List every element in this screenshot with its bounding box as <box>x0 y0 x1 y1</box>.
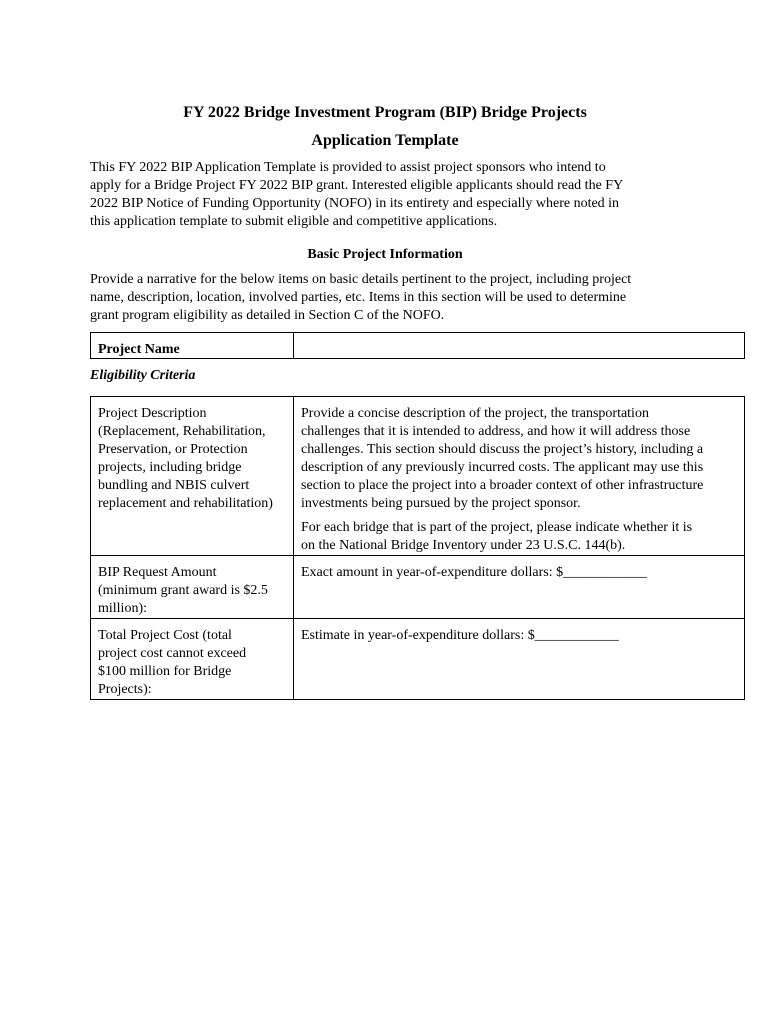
intro-line: This FY 2022 BIP Application Template is provided to assist project sponsors who intend to <box>90 160 606 175</box>
document-subtitle: Application Template <box>311 132 459 149</box>
bip-request-label-cell <box>91 556 294 619</box>
bip-request-value-cell[interactable] <box>294 556 745 619</box>
project-name-label-cell <box>91 333 294 359</box>
total-cost-value-cell[interactable] <box>294 619 745 700</box>
intro-line: this application template to submit eligible and competitive applications. <box>90 214 498 229</box>
table-row <box>91 333 745 359</box>
document-title: FY 2022 Bridge Investment Program (BIP) Bridge Projects <box>183 104 587 121</box>
row-label-line: project cost cannot exceed <box>98 646 247 661</box>
basic-info-line: name, description, location, involved parties, etc. Items in this section will be used to determine <box>90 290 627 305</box>
row-value-line: challenges. This section should discuss the project’s history, including a <box>301 442 704 457</box>
row-label-line: $100 million for Bridge <box>98 664 232 679</box>
project-name-value-cell[interactable] <box>294 333 745 359</box>
row-value-line: investments being pursued by the project sponsor. <box>301 496 581 511</box>
eligibility-heading: Eligibility Criteria <box>90 368 196 383</box>
row-value-line: Exact amount in year-of-expenditure dollars: $____________ <box>301 565 648 580</box>
row-value-line: For each bridge that is part of the project, please indicate whether it is <box>301 520 693 535</box>
row-label-line: Project Description <box>98 406 207 421</box>
row-label-line: bundling and NBIS culvert <box>98 478 250 493</box>
row-label-line: (Replacement, Rehabilitation, <box>98 424 266 439</box>
project-description-label-cell <box>91 397 294 556</box>
row-value-line: on the National Bridge Inventory under 23 U.S.C. 144(b). <box>301 538 626 553</box>
basic-info-paragraph <box>90 271 710 325</box>
row-label-line: (minimum grant award is $2.5 <box>98 583 268 598</box>
row-label-line: replacement and rehabilitation) <box>98 496 273 511</box>
table-row <box>91 556 745 619</box>
row-label-line: Preservation, or Protection <box>98 442 248 457</box>
project-name-table <box>90 332 745 359</box>
row-label-line: projects, including bridge <box>98 460 242 475</box>
basic-info-line: Provide a narrative for the below items on basic details pertinent to the project, including project <box>90 272 632 287</box>
row-label-line: BIP Request Amount <box>98 565 217 580</box>
row-value-line: section to place the project into a broader context of other infrastructure <box>301 478 704 493</box>
row-value-line: Estimate in year-of-expenditure dollars: $____________ <box>301 628 619 643</box>
row-value-line: description of any previously incurred costs. The applicant may use this <box>301 460 704 475</box>
basic-info-heading: Basic Project Information <box>307 247 463 262</box>
row-value-line: challenges that it is intended to address, and how it will address those <box>301 424 691 439</box>
row-label-line: Total Project Cost (total <box>98 628 232 643</box>
table-row <box>91 619 745 700</box>
row-value-line: Provide a concise description of the project, the transportation <box>301 406 649 421</box>
intro-line: apply for a Bridge Project FY 2022 BIP grant. Interested eligible applicants should read the FY <box>90 178 624 193</box>
table-row <box>91 397 745 556</box>
basic-info-line: grant program eligibility as detailed in Section C of the NOFO. <box>90 308 445 323</box>
row-label-line: million): <box>98 601 147 616</box>
project-name-label: Project Name <box>98 342 180 357</box>
intro-paragraph <box>90 159 690 231</box>
total-cost-label-cell <box>91 619 294 700</box>
eligibility-table <box>90 396 745 700</box>
row-label-line: Projects): <box>98 682 152 697</box>
intro-line: 2022 BIP Notice of Funding Opportunity (NOFO) in its entirety and especially where noted in <box>90 196 620 211</box>
project-description-value-cell[interactable] <box>294 397 745 556</box>
